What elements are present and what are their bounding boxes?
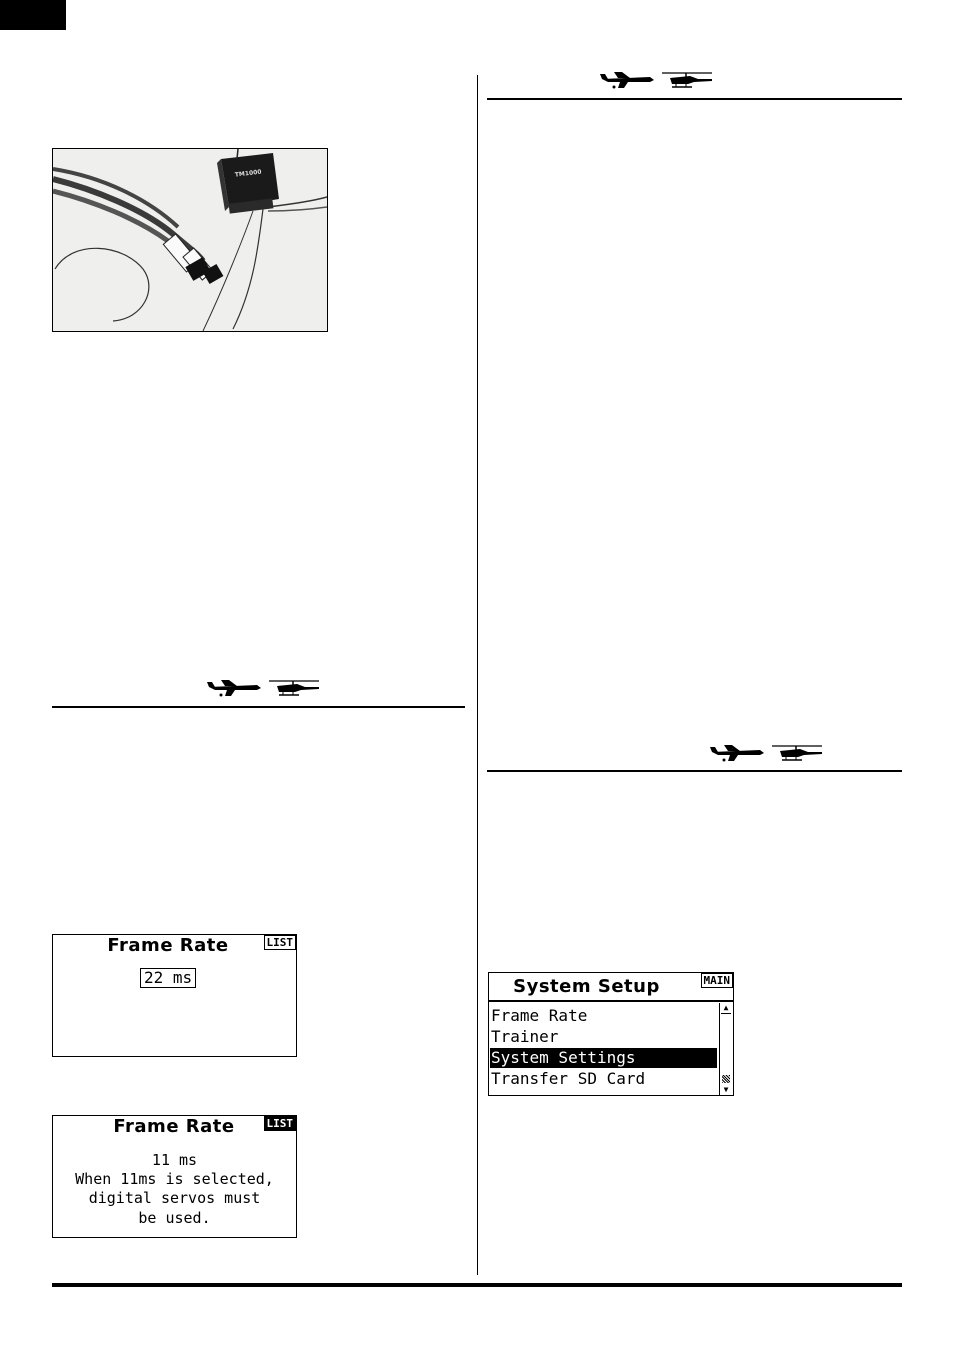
info-line: be used. — [138, 1209, 211, 1227]
menu-item-frame-rate[interactable]: Frame Rate — [491, 1006, 588, 1025]
list-tag: LIST — [264, 935, 297, 950]
column-divider — [477, 75, 478, 1275]
helicopter-icon — [772, 746, 822, 760]
airplane-icon — [710, 745, 764, 762]
menu-item-system-settings[interactable]: System Settings — [490, 1048, 717, 1068]
section-rule-right-lower — [487, 770, 902, 772]
screen-title: Frame Rate — [113, 1116, 235, 1137]
section-rule-right-top — [487, 98, 902, 100]
scroll-down-icon[interactable]: ▼ — [723, 1085, 729, 1094]
receiver-photo — [52, 148, 328, 332]
receiver-label: TM1000 — [234, 168, 262, 179]
page-corner-tab — [0, 0, 66, 30]
screen-title: System Setup — [513, 976, 660, 997]
info-line: When 11ms is selected, — [75, 1170, 274, 1188]
title-divider — [489, 1000, 733, 1002]
aircraft-type-icons-right-top — [600, 70, 714, 90]
menu-item-transfer-sd-card[interactable]: Transfer SD Card — [491, 1069, 646, 1088]
airplane-icon — [600, 72, 654, 89]
aircraft-type-icons-right-lower — [710, 743, 824, 763]
info-line: digital servos must — [88, 1189, 261, 1207]
scroll-up-icon[interactable]: ▲ — [723, 1003, 729, 1012]
frame-rate-screen-22ms — [52, 934, 297, 1057]
menu-item-trainer[interactable]: Trainer — [491, 1027, 559, 1046]
menu-scrollbar[interactable] — [719, 1003, 732, 1096]
frame-rate-screen-11ms — [52, 1115, 297, 1238]
section-rule-left — [52, 706, 465, 708]
helicopter-icon — [662, 73, 712, 87]
screen-title: Frame Rate — [107, 935, 229, 956]
main-tag: MAIN — [701, 973, 734, 988]
list-tag: LIST — [264, 1116, 297, 1131]
aircraft-type-icons-left — [207, 678, 321, 698]
footer-rule — [52, 1283, 902, 1287]
frame-rate-value-line: 11 ms — [151, 1151, 198, 1169]
scroll-thumb[interactable] — [722, 1075, 730, 1083]
helicopter-icon — [269, 681, 319, 695]
system-setup-screen — [488, 972, 734, 1096]
airplane-icon — [207, 680, 261, 697]
frame-rate-value[interactable]: 22 ms — [140, 968, 196, 988]
